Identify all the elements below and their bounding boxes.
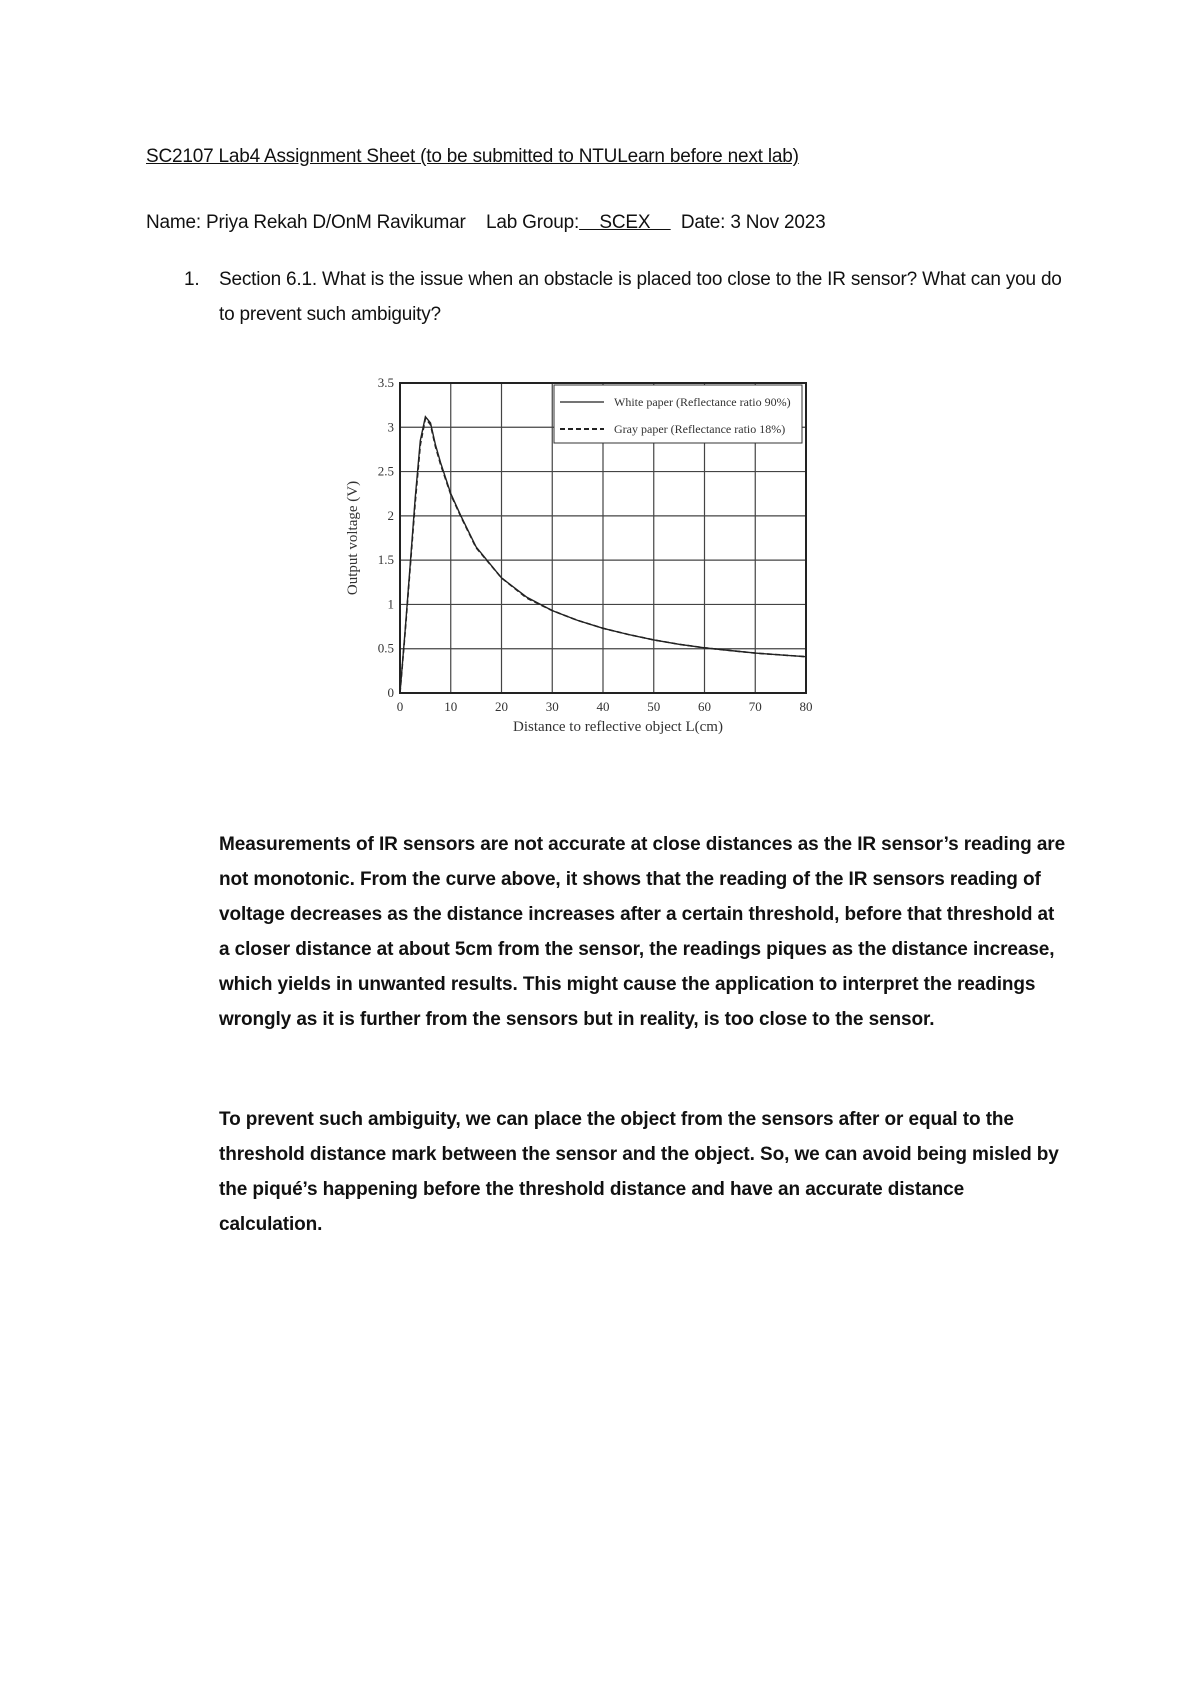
name-label: Name: xyxy=(146,212,207,233)
x-tick-label: 40 xyxy=(596,699,610,714)
y-tick-label: 3 xyxy=(387,419,394,435)
y-tick-label: 1.5 xyxy=(377,552,394,568)
x-tick-label: 20 xyxy=(495,699,508,714)
chart-legend xyxy=(554,385,802,443)
y-tick-label: 2 xyxy=(387,507,394,523)
x-tick-label: 80 xyxy=(799,699,813,714)
x-tick-label: 30 xyxy=(545,699,559,714)
date-label: Date: xyxy=(680,212,731,233)
y-tick-label: 0.5 xyxy=(377,640,394,656)
x-tick-label: 50 xyxy=(647,699,661,714)
name-value: Priya Rekah D/OnM Ravikumar xyxy=(206,212,466,233)
x-tick-label: 60 xyxy=(698,699,711,714)
lab-group-value: SCEX xyxy=(579,212,671,233)
question-1 xyxy=(184,262,1064,332)
y-tick-label: 3.5 xyxy=(377,375,394,390)
question-text: Section 6.1. What is the issue when an obstacle is placed too close to the IR sensor? What can you do to prevent such ambiguity? xyxy=(219,269,1062,325)
legend-label-gray-paper: Gray paper (Reflectance ratio 18%) xyxy=(614,422,786,436)
x-tick-label: 0 xyxy=(396,699,404,714)
y-tick-label: 0 xyxy=(387,685,394,700)
answer-paragraph-1: Measurements of IR sensors are not accurate at close distances as the IR sensor’s reading are not monotonic. From the curve above, it shows that the reading of the IR sensors reading of voltage decreases as the distance increases after a certain threshold, before that threshold at a closer distance at about 5cm from the sensor, the readings piques as the distance increase, which yields in unwanted results. This might cause the application to interpret the readings wrongly as it is further from the sensors but in reality, is too close to the sensor. xyxy=(219,834,1066,1030)
x-tick-label: 10 xyxy=(444,699,458,714)
x-tick-labels xyxy=(397,699,813,714)
legend-label-white-paper: White paper (Reflectance ratio 90%) xyxy=(614,395,791,409)
date-value: 3 Nov 2023 xyxy=(730,212,826,233)
y-tick-label: 2.5 xyxy=(377,463,394,479)
x-tick-label: 70 xyxy=(748,699,762,714)
chart-svg xyxy=(335,363,855,768)
lab-group-label: Lab Group: xyxy=(486,212,580,233)
answer-paragraph-2: To prevent such ambiguity, we can place the object from the sensors after or equal to the threshold distance mark between the sensor and the object. So, we can avoid being misled by the piqué’s happening before the threshold distance and have an accurate distance calculation. xyxy=(219,1109,1059,1235)
x-axis-label: Distance to reflective object L(cm) xyxy=(513,719,723,735)
question-number: 1. xyxy=(184,269,200,290)
y-tick-labels xyxy=(378,375,394,700)
y-axis-label: Output voltage (V) xyxy=(345,480,361,596)
document-title: SC2107 Lab4 Assignment Sheet (to be submitted to NTULearn before next lab) xyxy=(146,146,799,167)
voltage-distance-chart xyxy=(335,363,855,768)
y-tick-label: 1 xyxy=(387,596,394,612)
student-info-line xyxy=(146,212,826,234)
